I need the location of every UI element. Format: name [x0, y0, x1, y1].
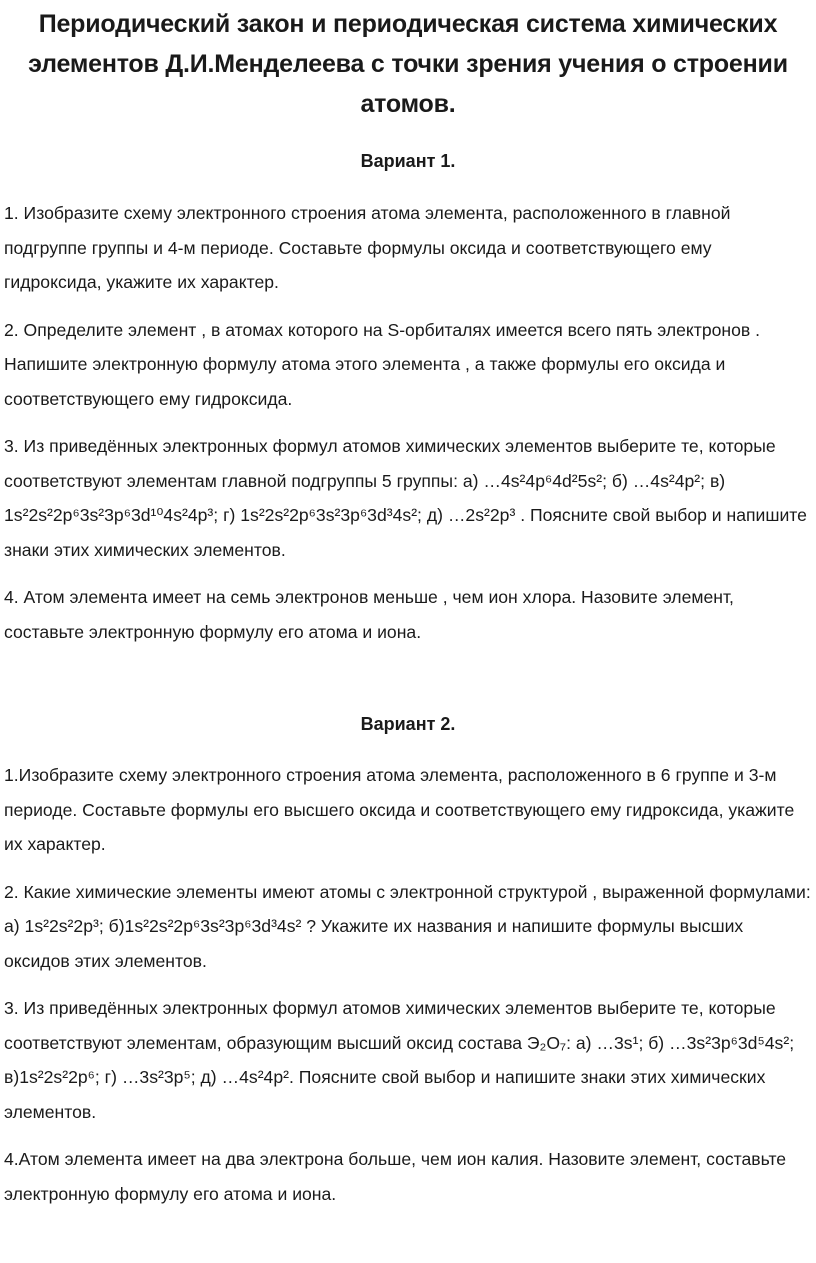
variant-2-task-2: 2. Какие химические элементы имеют атомы с электронной структурой , выраженной формулами: а) 1s²2s²2p³; б)1s²2s²2p⁶3s²3p⁶3d³4s² ? Укажите их названия и напишите формулы высших оксидов этих элементов. [4, 881, 811, 971]
variant-2-task-4: 4.Атом элемента имеет на два электрона больше, чем ион калия. Назовите элемент, составьте электронную формулу его атома и иона. [4, 1149, 787, 1204]
variant-1-task-3: 3. Из приведённых электронных формул атомов химических элементов выберите те, которые соответствуют элементам главной подгруппы 5 группы: а) …4s²4p⁶4d²5s²; б) …4s²4p²; в) 1s²2s²2p⁶3s²3p⁶3d¹⁰4s²4p³; г) 1s²2s²2p⁶3s²3p⁶3d³4s²; д) …2s²2p³ . Поясните свой выбор и напишите знаки этих химических элементов. [4, 436, 807, 560]
variant-2-task-3: 3. Из приведённых электронных формул атомов химических элементов выберите те, которые соответствуют элементам, образующим высший оксид состава Э₂O₇: а) …3s¹; б) …3s²3p⁶3d⁵4s²; в)1s²2s²2p⁶; г) …3s²3p⁵; д) …4s²4p². Поясните свой выбор и напишите знаки этих химических элементов. [4, 998, 795, 1122]
variant-1-task-2: 2. Определите элемент , в атомах которого на S-орбиталях имеется всего пять электронов . Напишите электронную формулу атома этого элемента , а также формулы его оксида и соответствующего ему гидроксида. [4, 319, 761, 409]
variant-1-task-1: 1. Изобразите схему электронного строения атома элемента, расположенного в главной подгруппе группы и 4-м периоде. Составьте формулы оксида и соответствующего ему гидроксида, укажите их характер. [4, 203, 731, 292]
variant-2 [4, 711, 812, 1211]
variant-1-task-4: 4. Атом элемента имеет на семь электронов меньше , чем ион хлора. Назовите элемент, составьте электронную формулу его атома и иона. [4, 587, 734, 642]
variant-1-heading: Вариант 1. [360, 151, 456, 171]
variant-2-task-1: 1.Изобразите схему электронного строения атома элемента, расположенного в 6 группе и 3-м периоде. Составьте формулы его высшего оксида и соответствующего ему гидроксида, укажите их характер. [4, 765, 795, 854]
variant-1 [4, 148, 812, 649]
document-title: Периодический закон и периодическая система химических элементов Д.И.Менделеева с точки зрения учения о строении атомов. [28, 10, 788, 118]
variant-2-heading: Вариант 2. [360, 714, 456, 734]
